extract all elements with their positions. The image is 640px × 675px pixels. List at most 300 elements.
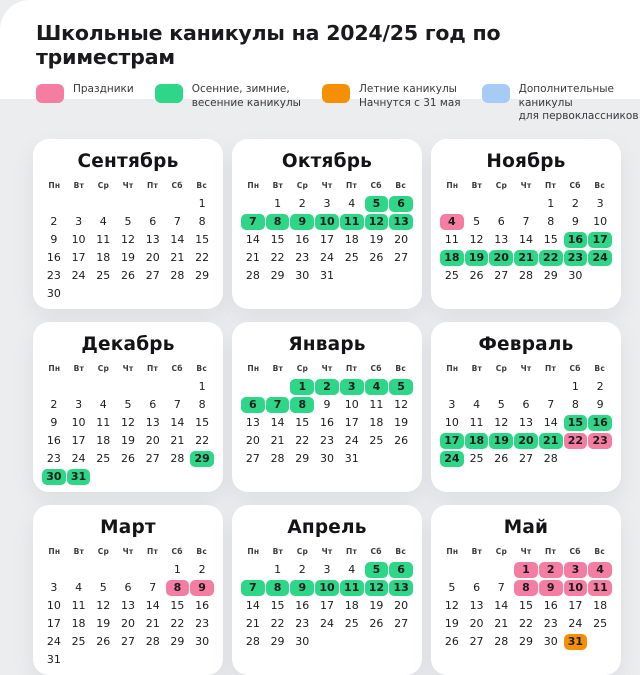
day-cell: 15: [270, 599, 285, 613]
day-cell: 27: [145, 452, 160, 466]
day-cell: 2: [198, 563, 206, 577]
day-cell: 23: [319, 434, 334, 448]
day-cell: 13: [494, 233, 509, 247]
season-vacations-swatch: [155, 84, 183, 103]
weekday-header: Пн: [247, 180, 260, 190]
weekday-header: Чт: [520, 363, 532, 373]
legend-label-summer-vacations: Летние каникулы Начнутся с 31 мая: [358, 83, 461, 109]
day-cell: 9: [596, 398, 604, 412]
day-cell: 31: [344, 452, 359, 466]
weekday-header: Вс: [395, 546, 406, 556]
day-cell: 1: [274, 563, 282, 577]
weekday-header: Сб: [569, 180, 581, 190]
weekday-header: Ср: [495, 546, 508, 556]
day-cell: 16: [543, 599, 558, 613]
empty-cell: [116, 379, 140, 395]
day-cell-green: 10: [315, 214, 339, 230]
empty-cell: [42, 562, 66, 578]
day-cell: 1: [198, 197, 206, 211]
day-cell-pink: 10: [564, 580, 588, 596]
day-cell: 5: [448, 581, 456, 595]
weekday-header: Пн: [48, 363, 61, 373]
day-cell-green: 11: [340, 580, 364, 596]
day-cell: 15: [518, 599, 533, 613]
days-grid: [42, 562, 214, 668]
day-cell-green: 24: [440, 451, 464, 467]
day-cell: 7: [173, 398, 181, 412]
day-cell: 15: [543, 233, 558, 247]
weekday-row: [440, 547, 612, 556]
day-cell: 29: [295, 452, 310, 466]
weekday-header: Вт: [73, 180, 85, 190]
days-grid: [241, 379, 413, 467]
weekday-header: Пт: [346, 363, 358, 373]
day-cell: 17: [568, 599, 583, 613]
page-title: Школьные каникулы на 2024/25 год по триместрам: [36, 21, 501, 69]
day-cell: 12: [444, 599, 459, 613]
day-cell: 24: [568, 617, 583, 631]
day-cell-green: 5: [365, 562, 389, 578]
day-cell: 3: [75, 215, 83, 229]
day-cell: 12: [494, 416, 509, 430]
day-cell-green: 9: [290, 580, 314, 596]
day-cell: 14: [494, 599, 509, 613]
day-cell: 27: [394, 617, 409, 631]
day-cell-green: 7: [241, 214, 265, 230]
day-cell: 16: [46, 434, 61, 448]
days-grid: [440, 562, 612, 650]
day-cell: 11: [71, 599, 86, 613]
day-cell: 28: [145, 635, 160, 649]
day-cell: 20: [245, 434, 260, 448]
weekday-header: Ср: [495, 180, 508, 190]
day-cell: 25: [469, 452, 484, 466]
weekday-header: Сб: [370, 363, 382, 373]
empty-cell: [241, 196, 265, 212]
day-cell: 21: [270, 434, 285, 448]
day-cell: 14: [270, 416, 285, 430]
month-card-2: [232, 139, 422, 309]
empty-cell: [514, 379, 538, 395]
day-cell: 24: [71, 452, 86, 466]
legend-label-holidays: Праздники: [73, 83, 134, 95]
day-cell: 10: [71, 416, 86, 430]
day-cell: 20: [120, 617, 135, 631]
day-cell: 29: [195, 269, 210, 283]
weekday-header: Пт: [346, 546, 358, 556]
day-cell-green: 7: [241, 580, 265, 596]
day-cell: 28: [518, 269, 533, 283]
day-cell: 15: [270, 233, 285, 247]
day-cell: 25: [344, 251, 359, 265]
day-cell: 23: [195, 617, 210, 631]
weekday-header: Пт: [545, 180, 557, 190]
day-cell: 6: [149, 398, 157, 412]
day-cell: 30: [295, 635, 310, 649]
legend-item-firstgrader-vacations: [482, 83, 639, 124]
day-cell: 14: [170, 416, 185, 430]
weekday-header: Пн: [48, 180, 61, 190]
day-cell: 10: [593, 215, 608, 229]
month-card-6: [431, 322, 621, 492]
day-cell: 26: [469, 269, 484, 283]
day-cell: 25: [71, 635, 86, 649]
day-cell: 4: [75, 581, 83, 595]
day-cell: 17: [46, 617, 61, 631]
day-cell: 20: [145, 251, 160, 265]
day-cell: 11: [96, 416, 111, 430]
weekday-header: Пн: [446, 363, 459, 373]
weekday-header: Чт: [321, 363, 333, 373]
day-cell: 28: [494, 635, 509, 649]
weekday-header: Вс: [395, 363, 406, 373]
weekday-header: Вт: [471, 363, 483, 373]
day-cell-pink: 8: [166, 580, 190, 596]
day-cell: 26: [120, 269, 135, 283]
day-cell-green: 13: [389, 214, 413, 230]
legend-label-firstgrader-vacations: Дополнительные каникулы для первоклассников: [518, 83, 639, 123]
day-cell: 4: [99, 215, 107, 229]
weekday-header: Ср: [97, 546, 110, 556]
day-cell: 10: [46, 599, 61, 613]
day-cell: 4: [473, 398, 481, 412]
day-cell-green: 12: [365, 214, 389, 230]
day-cell: 30: [195, 635, 210, 649]
empty-cell: [116, 562, 140, 578]
day-cell: 23: [46, 269, 61, 283]
day-cell: 31: [319, 269, 334, 283]
day-cell: 27: [494, 269, 509, 283]
day-cell: 26: [444, 635, 459, 649]
empty-cell: [67, 196, 91, 212]
day-cell: 28: [245, 635, 260, 649]
day-cell: 29: [543, 269, 558, 283]
day-cell: 15: [170, 599, 185, 613]
day-cell: 21: [145, 617, 160, 631]
day-cell: 22: [195, 251, 210, 265]
weekday-header: Пн: [247, 363, 260, 373]
empty-cell: [266, 379, 290, 395]
month-title: Декабрь: [81, 333, 175, 355]
day-cell-green: 6: [389, 196, 413, 212]
day-cell-green: 22: [539, 250, 563, 266]
day-cell: 18: [344, 599, 359, 613]
day-cell: 13: [145, 416, 160, 430]
day-cell: 6: [473, 581, 481, 595]
days-grid: [42, 196, 214, 302]
weekday-header: Сб: [569, 546, 581, 556]
days-grid: [440, 379, 612, 467]
day-cell: 26: [96, 635, 111, 649]
day-cell: 25: [593, 617, 608, 631]
day-cell: 27: [120, 635, 135, 649]
day-cell-pink: 9: [539, 580, 563, 596]
day-cell-green: 5: [365, 196, 389, 212]
day-cell-green: 3: [340, 379, 364, 395]
weekday-row: [42, 181, 214, 190]
day-cell: 17: [71, 251, 86, 265]
day-cell: 27: [518, 452, 533, 466]
day-cell-orange: 31: [564, 634, 588, 650]
day-cell: 24: [319, 251, 334, 265]
month-title: Октябрь: [281, 150, 373, 172]
day-cell-green: 2: [315, 379, 339, 395]
day-cell: 20: [145, 434, 160, 448]
weekday-header: Пн: [446, 546, 459, 556]
day-cell-green: 18: [465, 433, 489, 449]
day-cell: 22: [270, 617, 285, 631]
day-cell: 8: [571, 398, 579, 412]
weekday-header: Пн: [247, 546, 260, 556]
day-cell: 3: [75, 398, 83, 412]
day-cell-pink: 8: [514, 580, 538, 596]
day-cell: 22: [518, 617, 533, 631]
weekday-header: Ср: [495, 363, 508, 373]
day-cell: 6: [149, 215, 157, 229]
day-cell: 3: [596, 197, 604, 211]
legend-item-summer-vacations: [322, 83, 461, 110]
day-cell: 21: [494, 617, 509, 631]
weekday-header: Ср: [296, 546, 309, 556]
day-cell: 27: [394, 251, 409, 265]
day-cell: 1: [198, 380, 206, 394]
month-title: Сентябрь: [77, 150, 179, 172]
day-cell-green: 20: [514, 433, 538, 449]
day-cell: 7: [173, 215, 181, 229]
day-cell-green: 5: [389, 379, 413, 395]
day-cell-green: 21: [514, 250, 538, 266]
weekday-row: [440, 181, 612, 190]
weekday-header: Сб: [171, 363, 183, 373]
day-cell: 1: [571, 380, 579, 394]
day-cell-green: 6: [241, 397, 265, 413]
day-cell: 8: [547, 215, 555, 229]
weekday-row: [241, 181, 413, 190]
day-cell: 9: [571, 215, 579, 229]
day-cell: 13: [518, 416, 533, 430]
day-cell: 25: [96, 452, 111, 466]
day-cell: 17: [71, 434, 86, 448]
day-cell-green: 24: [588, 250, 612, 266]
empty-cell: [166, 379, 190, 395]
day-cell: 21: [245, 617, 260, 631]
day-cell-green: 16: [588, 415, 612, 431]
month-title: Январь: [288, 333, 366, 355]
day-cell: 18: [344, 233, 359, 247]
day-cell: 29: [270, 635, 285, 649]
day-cell: 12: [394, 398, 409, 412]
day-cell: 28: [270, 452, 285, 466]
day-cell: 29: [170, 635, 185, 649]
day-cell-green: 17: [440, 433, 464, 449]
month-title: Апрель: [287, 516, 367, 538]
day-cell: 25: [344, 617, 359, 631]
empty-cell: [539, 379, 563, 395]
day-cell: 31: [46, 653, 61, 667]
day-cell: 19: [444, 617, 459, 631]
weekday-row: [241, 364, 413, 373]
day-cell: 18: [369, 416, 384, 430]
day-cell: 13: [145, 233, 160, 247]
legend-label-season-vacations: Осенние, зимние, весенние каникулы: [191, 83, 301, 109]
days-grid: [440, 196, 612, 284]
empty-cell: [141, 379, 165, 395]
empty-cell: [241, 379, 265, 395]
day-cell: 12: [469, 233, 484, 247]
day-cell: 2: [50, 215, 58, 229]
empty-cell: [465, 196, 489, 212]
day-cell: 18: [96, 434, 111, 448]
day-cell: 4: [348, 197, 356, 211]
weekday-header: Чт: [321, 180, 333, 190]
legend-item-season-vacations: [155, 83, 301, 110]
weekday-header: Сб: [370, 546, 382, 556]
day-cell: 26: [494, 452, 509, 466]
day-cell: 26: [369, 251, 384, 265]
day-cell: 13: [245, 416, 260, 430]
weekday-header: Сб: [171, 546, 183, 556]
weekday-header: Вт: [272, 180, 284, 190]
holidays-swatch: [36, 84, 64, 103]
day-cell: 14: [245, 233, 260, 247]
weekday-row: [42, 364, 214, 373]
day-cell: 28: [543, 452, 558, 466]
day-cell-green: 16: [564, 232, 588, 248]
day-cell: 17: [344, 416, 359, 430]
day-cell: 28: [170, 452, 185, 466]
day-cell: 30: [319, 452, 334, 466]
day-cell: 30: [46, 287, 61, 301]
day-cell: 6: [522, 398, 530, 412]
day-cell-green: 17: [588, 232, 612, 248]
day-cell: 20: [394, 599, 409, 613]
day-cell: 26: [120, 452, 135, 466]
day-cell: 5: [124, 215, 132, 229]
weekday-header: Вт: [73, 546, 85, 556]
day-cell: 1: [547, 197, 555, 211]
legend-item-holidays: [36, 83, 134, 103]
day-cell: 24: [319, 617, 334, 631]
day-cell: 28: [245, 269, 260, 283]
day-cell: 17: [319, 599, 334, 613]
empty-cell: [241, 562, 265, 578]
day-cell-pink: 2: [539, 562, 563, 578]
day-cell: 2: [571, 197, 579, 211]
day-cell: 6: [497, 215, 505, 229]
weekday-header: Пн: [48, 546, 61, 556]
day-cell-pink: 4: [588, 562, 612, 578]
empty-cell: [67, 379, 91, 395]
day-cell: 22: [170, 617, 185, 631]
day-cell: 30: [543, 635, 558, 649]
day-cell-green: 9: [290, 214, 314, 230]
weekday-header: Вс: [594, 546, 605, 556]
weekday-header: Пт: [346, 180, 358, 190]
day-cell: 10: [344, 398, 359, 412]
month-card-4: [33, 322, 223, 492]
month-card-3: [431, 139, 621, 309]
day-cell: 15: [195, 233, 210, 247]
empty-cell: [42, 196, 66, 212]
weekday-row: [440, 364, 612, 373]
day-cell: 12: [120, 233, 135, 247]
day-cell: 19: [96, 617, 111, 631]
day-cell: 3: [50, 581, 58, 595]
weekday-header: Вт: [272, 546, 284, 556]
empty-cell: [67, 562, 91, 578]
weekday-header: Сб: [370, 180, 382, 190]
weekday-header: Чт: [321, 546, 333, 556]
month-card-5: [232, 322, 422, 492]
empty-cell: [141, 562, 165, 578]
day-cell: 8: [198, 215, 206, 229]
day-cell: 7: [522, 215, 530, 229]
day-cell: 4: [348, 563, 356, 577]
day-cell: 21: [170, 251, 185, 265]
day-cell: 14: [543, 416, 558, 430]
day-cell: 15: [195, 416, 210, 430]
day-cell: 2: [298, 563, 306, 577]
weekday-header: Пт: [147, 363, 159, 373]
day-cell: 19: [394, 416, 409, 430]
day-cell: 11: [444, 233, 459, 247]
day-cell: 23: [295, 617, 310, 631]
weekday-header: Сб: [171, 180, 183, 190]
day-cell: 26: [369, 617, 384, 631]
day-cell: 26: [394, 434, 409, 448]
day-cell: 9: [323, 398, 331, 412]
weekday-header: Вт: [471, 180, 483, 190]
empty-cell: [465, 562, 489, 578]
day-cell-green: 30: [42, 469, 66, 485]
weekday-header: Чт: [520, 546, 532, 556]
day-cell: 23: [46, 452, 61, 466]
weekday-header: Ср: [296, 180, 309, 190]
day-cell: 13: [469, 599, 484, 613]
day-cell: 27: [245, 452, 260, 466]
empty-cell: [141, 196, 165, 212]
weekday-header: Чт: [122, 546, 134, 556]
day-cell-green: 19: [465, 250, 489, 266]
firstgrader-vacations-swatch: [482, 84, 510, 103]
day-cell: 10: [444, 416, 459, 430]
month-title: Ноябрь: [486, 150, 566, 172]
day-cell: 25: [444, 269, 459, 283]
month-card-9: [431, 505, 621, 675]
empty-cell: [42, 379, 66, 395]
empty-cell: [465, 379, 489, 395]
day-cell: 19: [120, 434, 135, 448]
day-cell-green: 12: [365, 580, 389, 596]
day-cell: 21: [170, 434, 185, 448]
day-cell: 4: [99, 398, 107, 412]
day-cell: 18: [593, 599, 608, 613]
days-grid: [241, 196, 413, 284]
weekday-header: Ср: [296, 363, 309, 373]
empty-cell: [489, 562, 513, 578]
day-cell: 3: [448, 398, 456, 412]
weekday-header: Вс: [196, 180, 207, 190]
day-cell-green: 21: [539, 433, 563, 449]
day-cell-green: 6: [389, 562, 413, 578]
day-cell-green: 31: [67, 469, 91, 485]
day-cell: 5: [497, 398, 505, 412]
weekday-header: Вс: [196, 546, 207, 556]
day-cell: 29: [270, 269, 285, 283]
weekday-row: [42, 547, 214, 556]
day-cell: 24: [71, 269, 86, 283]
day-cell: 20: [469, 617, 484, 631]
